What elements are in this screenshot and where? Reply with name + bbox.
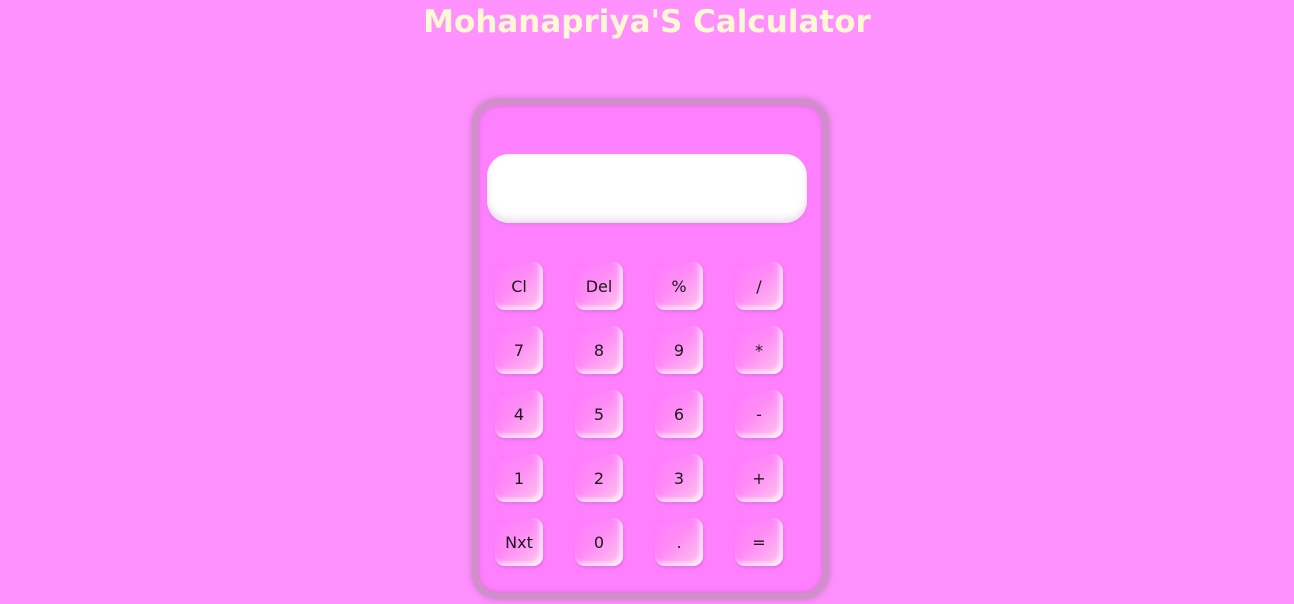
digit-6-button[interactable]: 6 xyxy=(655,390,703,438)
digit-3-button[interactable]: 3 xyxy=(655,454,703,502)
clear-button[interactable]: Cl xyxy=(495,262,543,310)
subtract-button[interactable]: - xyxy=(735,390,783,438)
multiply-button[interactable]: * xyxy=(735,326,783,374)
calculator-body xyxy=(472,99,829,599)
equals-button[interactable]: = xyxy=(735,518,783,566)
digit-8-button[interactable]: 8 xyxy=(575,326,623,374)
digit-5-button[interactable]: 5 xyxy=(575,390,623,438)
delete-button[interactable]: Del xyxy=(575,262,623,310)
digit-4-button[interactable]: 4 xyxy=(495,390,543,438)
digit-9-button[interactable]: 9 xyxy=(655,326,703,374)
next-button[interactable]: Nxt xyxy=(495,518,543,566)
digit-7-button[interactable]: 7 xyxy=(495,326,543,374)
decimal-point-button[interactable]: . xyxy=(655,518,703,566)
page-title: Mohanapriya'S Calculator xyxy=(423,4,871,40)
calculator-display[interactable] xyxy=(487,154,807,223)
digit-1-button[interactable]: 1 xyxy=(495,454,543,502)
percent-button[interactable]: % xyxy=(655,262,703,310)
digit-0-button[interactable]: 0 xyxy=(575,518,623,566)
add-button[interactable]: + xyxy=(735,454,783,502)
divide-button[interactable]: / xyxy=(735,262,783,310)
digit-2-button[interactable]: 2 xyxy=(575,454,623,502)
